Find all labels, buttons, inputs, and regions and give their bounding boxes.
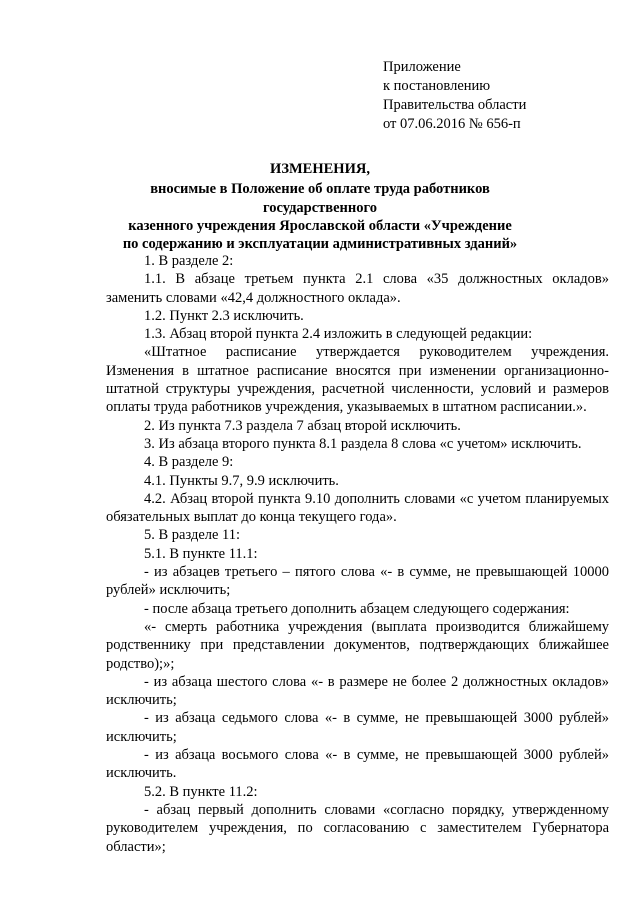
annex-line-1: Приложение — [383, 59, 461, 75]
paragraph: 5.1. В пункте 11.1: — [144, 545, 258, 562]
paragraph: - из абзаца шестого слова «- в размере не более 2 должностных окладов» исключить; — [106, 673, 609, 709]
paragraph: «- смерть работника учреждения (выплата производится ближайшему родственнику при представлении документов, подтверждающих ближайшее родство);»; — [106, 618, 609, 672]
title-line-1: вносимые в Положение об оплате труда работников государственного — [150, 181, 490, 216]
paragraph: - из абзацев третьего – пятого слова «- в сумме, не превышающей 10000 рублей» исключить; — [106, 564, 609, 599]
paragraph: 1.1. В абзаце третьем пункта 2.1 слова «35 должностных окладов» заменить словами «42,4 должностного оклада». — [106, 271, 609, 306]
paragraph: 4.2. Абзац второй пункта 9.10 дополнить словами «с учетом планируемых обязательных выплат до конца текущего года». — [106, 490, 609, 526]
paragraph: 1.2. Пункт 2.3 исключить. — [144, 307, 304, 324]
paragraph: - из абзаца восьмого слова «- в сумме, не превышающей 3000 рублей» исключить. — [106, 747, 609, 782]
paragraph: 4. В разделе 9: — [144, 454, 234, 471]
paragraph: - после абзаца третьего дополнить абзацем следующего содержания: — [144, 600, 570, 617]
title-line-3: по содержанию и эксплуатации административных зданий» — [122, 236, 518, 253]
title-heading: ИЗМЕНЕНИЯ, — [270, 161, 370, 177]
annex-line-3: Правительства области — [383, 97, 527, 113]
paragraph: 1.3. Абзац второй пункта 2.4 изложить в следующей редакции: — [144, 326, 533, 343]
document-title — [100, 160, 540, 253]
paragraph: 4.1. Пункты 9.7, 9.9 исключить. — [144, 472, 339, 489]
paragraph: 5. В разделе 11: — [144, 527, 241, 544]
paragraph: - из абзаца седьмого слова «- в сумме, не превышающей 3000 рублей» исключить; — [106, 710, 609, 745]
paragraph: 5.2. В пункте 11.2: — [144, 783, 258, 800]
paragraph: - абзац первый дополнить словами «согласно порядку, утвержденному руководителем учреждения, по согласованию с заместителем Губернатора области»; — [106, 801, 609, 855]
annex-line-4: от 07.06.2016 № 656-п — [383, 116, 521, 132]
paragraph: «Штатное расписание утверждается руководителем учреждения. Изменения в штатное расписание вносятся при изменении организационно-штатной структуры учреждения, расчетной численности, условий и размеров оплаты труда работников учреждения, указываемых в штатном расписании.». — [106, 344, 609, 416]
title-line-2: казенного учреждения Ярославской области «Учреждение — [128, 217, 512, 234]
annex-line-2: к постановлению — [383, 78, 491, 94]
document-body — [106, 252, 609, 856]
annex-block — [383, 58, 623, 134]
paragraph: 3. Из абзаца второго пункта 8.1 раздела 8 слова «с учетом» исключить. — [144, 435, 582, 452]
paragraph: 1. В разделе 2: — [144, 253, 234, 269]
paragraph: 2. Из пункта 7.3 раздела 7 абзац второй исключить. — [144, 417, 461, 434]
